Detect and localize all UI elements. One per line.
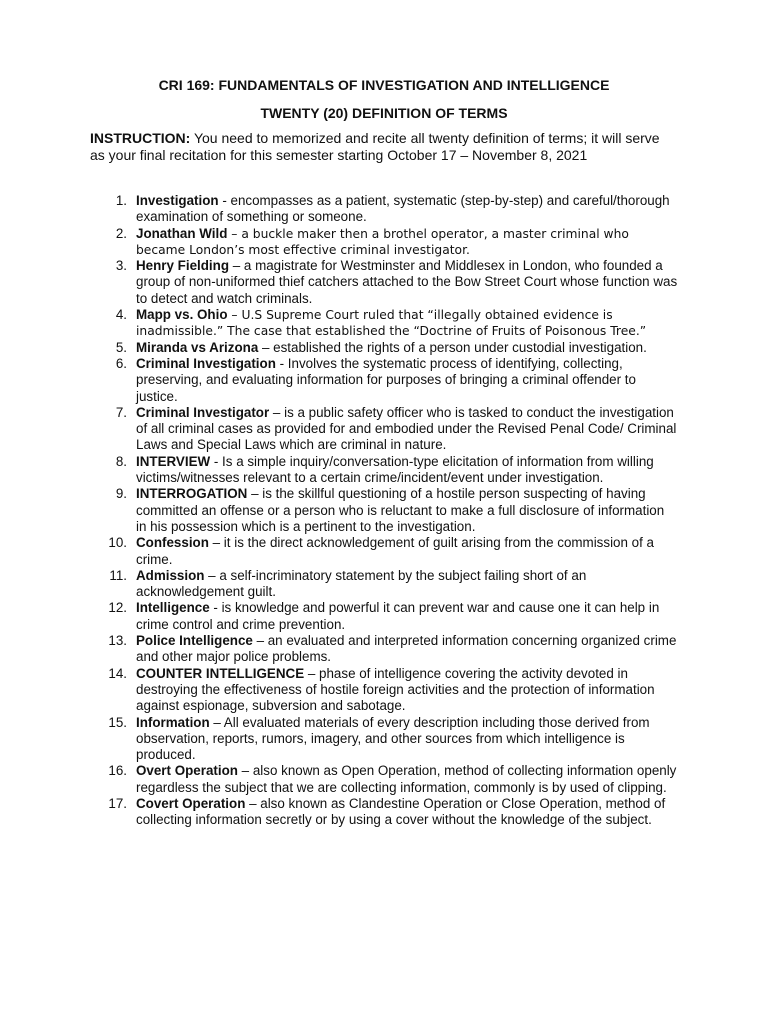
term-definition: – established the rights of a person under custodial investigation. xyxy=(258,339,647,355)
item-number: 16. xyxy=(108,763,127,779)
terms-list xyxy=(90,193,678,829)
term-definition: – All evaluated materials of every description including those derived from observation, reports, rumors, imagery, and other sources from which intelligence is produced. xyxy=(136,714,650,763)
term-definition: – is the skillful questioning of a hostile person suspecting of having committed an offense or a person who is reluctant to make a full disclosure of information in his possession which is a pertinent to the investigation. xyxy=(136,486,665,534)
term-name: Criminal Investigator xyxy=(136,404,270,420)
instruction-label: INSTRUCTION: xyxy=(90,130,191,146)
item-number: 5. xyxy=(115,339,127,355)
term-definition: – phase of intelligence covering the activity devoted in destroying the effectiveness of hostile foreign activities and the protection of information against espionage, subversion and sabotage. xyxy=(136,665,655,714)
term-definition: - Is a simple inquiry/conversation-type elicitation of information from willing victims/witnesses relevant to a certain crime/incident/event under investigation. xyxy=(136,453,654,486)
list-item xyxy=(90,405,678,454)
term-name: Criminal Investigation xyxy=(136,355,276,371)
list-item xyxy=(90,666,678,715)
term-name: INTERROGATION xyxy=(136,486,248,502)
item-number: 4. xyxy=(115,307,127,323)
list-item xyxy=(90,796,678,829)
term-name: Jonathan Wild xyxy=(136,225,228,241)
list-item xyxy=(90,226,678,259)
item-number: 10. xyxy=(108,535,127,551)
term-definition: - is knowledge and powerful it can prevent war and cause one it can help in crime control and crime prevention. xyxy=(136,600,660,632)
instruction-text: You need to memorized and recite all twenty definition of terms; it will serve as your final recitation for this semester starting October 17 – November 8, 2021 xyxy=(90,130,660,163)
term-name: Confession xyxy=(136,535,209,551)
term-name: Information xyxy=(136,714,210,730)
term-name: Overt Operation xyxy=(136,763,238,779)
item-number: 8. xyxy=(115,453,127,469)
term-name: Covert Operation xyxy=(136,795,246,811)
item-number: 1. xyxy=(115,193,127,208)
item-number: 7. xyxy=(115,404,127,420)
term-name: Henry Fielding xyxy=(136,258,230,274)
term-name: Admission xyxy=(136,567,205,583)
term-name: Intelligence xyxy=(136,600,210,616)
term-name: COUNTER INTELLIGENCE xyxy=(136,665,305,681)
term-definition: - encompasses as a patient, systematic (step-by-step) and careful/thorough examination of something or someone. xyxy=(136,193,670,225)
term-definition: – an evaluated and interpreted information concerning organized crime and other major police problems. xyxy=(136,633,677,665)
term-definition: - Involves the systematic process of identifying, collecting, preserving, and evaluating information for purposes of bringing a criminal offender to justice. xyxy=(136,355,636,404)
term-definition: – a magistrate for Westminster and Middlesex in London, who founded a group of non-uniformed thief catchers attached to the Bow Street Court whose function was to detect and watch criminals. xyxy=(136,258,678,306)
list-item xyxy=(90,633,678,666)
term-name: Mapp vs. Ohio xyxy=(136,307,228,323)
list-item xyxy=(90,307,678,340)
term-definition: – also known as Clandestine Operation or Close Operation, method of collecting information secretly or by using a cover without the knowledge of the subject. xyxy=(136,795,666,828)
term-name: Police Intelligence xyxy=(136,633,253,649)
list-item xyxy=(90,715,678,764)
item-number: 6. xyxy=(115,355,127,371)
list-item xyxy=(90,454,678,487)
list-item xyxy=(90,535,678,568)
term-name: Investigation xyxy=(136,193,219,208)
term-definition: – a buckle maker then a brothel operator, a master criminal who became London’s most effective criminal investigator. xyxy=(136,226,629,257)
list-item xyxy=(90,763,678,796)
item-number: 9. xyxy=(115,486,127,502)
item-number: 3. xyxy=(115,258,127,274)
term-name: Miranda vs Arizona xyxy=(136,339,259,355)
term-definition: – also known as Open Operation, method of collecting information openly regardless the subject that we are collecting information, commonly is by used of clipping. xyxy=(136,763,677,795)
document-title: CRI 169: FUNDAMENTALS OF INVESTIGATION AND INTELLIGENCE xyxy=(158,77,610,93)
list-item xyxy=(90,340,678,356)
item-number: 12. xyxy=(108,600,127,616)
list-item xyxy=(90,600,678,633)
term-definition: – a self-incriminatory statement by the subject failing short of an acknowledgement guilt. xyxy=(136,567,587,600)
item-number: 17. xyxy=(108,795,127,811)
item-number: 15. xyxy=(108,714,127,730)
term-definition: – is a public safety officer who is tasked to conduct the investigation of all criminal cases as provided for and embodied under the Revised Penal Code/ Criminal Laws and Special Laws which are criminal in nature. xyxy=(136,404,677,453)
term-definition: – it is the direct acknowledgement of guilt arising from the commission of a crime. xyxy=(136,535,654,567)
item-number: 2. xyxy=(115,225,127,241)
list-item xyxy=(90,356,678,405)
list-item xyxy=(90,258,678,307)
document-subtitle: TWENTY (20) DEFINITION OF TERMS xyxy=(260,105,508,121)
list-item xyxy=(90,486,678,535)
list-item xyxy=(90,193,678,226)
item-number: 14. xyxy=(108,665,127,681)
item-number: 11. xyxy=(109,567,127,583)
item-number: 13. xyxy=(108,633,127,649)
instruction-paragraph xyxy=(90,130,678,164)
term-name: INTERVIEW xyxy=(136,453,211,469)
list-item xyxy=(90,568,678,601)
term-definition: – U.S Supreme Court ruled that “illegally obtained evidence is inadmissible.” The case that established the “Doctrine of Fruits of Poisonous Tree.” xyxy=(136,308,647,339)
